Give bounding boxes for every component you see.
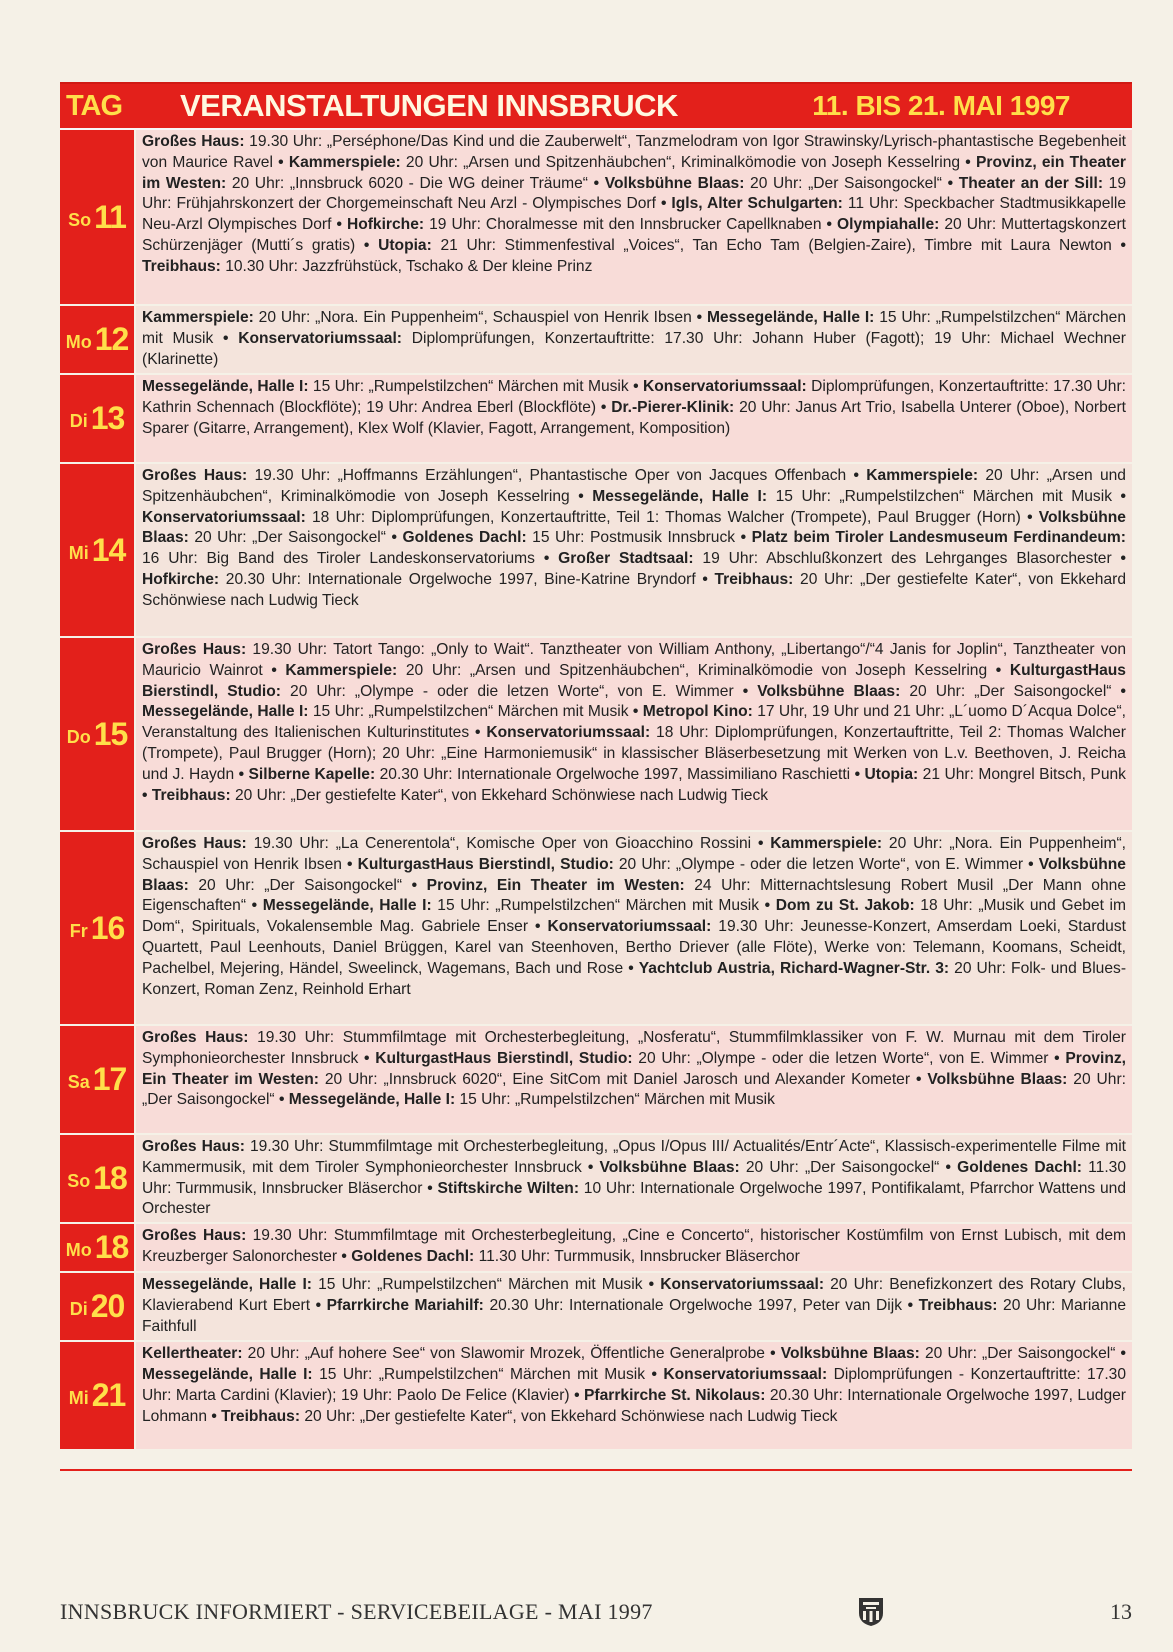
weekday-label: Mi	[68, 1388, 89, 1409]
day-cell	[60, 1273, 136, 1340]
day-number: 11	[94, 198, 126, 235]
day-number: 18	[93, 1160, 127, 1197]
innsbruck-crest-icon	[857, 1595, 885, 1627]
day-number: 20	[90, 1288, 125, 1325]
day-cell	[60, 464, 136, 636]
event-rows	[60, 130, 1132, 1451]
table-row	[60, 1273, 1132, 1342]
day-number: 17	[92, 1061, 127, 1097]
header-date-range: 11. BIS 21. MAI 1997	[812, 90, 1070, 121]
events-text: Großes Haus: 19.30 Uhr: Stummfilmtage mit Orchesterbegleitung, „Opus I/Opus III/ Actualités/Entr´Acte“, Klassisch-experimentelle Filme mit Kammermusik, mit dem Tiroler Symphonieorchester Innsbruck • Volksbühne Blaas: 20 Uhr: „Der Saisongockel“ • Goldenes Dachl: 11.30 Uhr: Turmmusik, Innsbrucker Bläserchor • Stiftskirche Wilten: 10 Uhr: Internationale Orgelwoche 1997, Pontifikalamt, Pfarrchor Wattens und Orchester	[136, 1135, 1132, 1222]
events-text: Messegelände, Halle I: 15 Uhr: „Rumpelstilzchen“ Märchen mit Musik • Konservatoriumssaal: Diplomprüfungen, Konzertauftritte: 17.30 Uhr: Kathrin Schennach (Blockflöte); 19 Uhr: Andrea Eberl (Blockflöte) • Dr.-Pierer-Klinik: 20 Uhr: Janus Art Trio, Isabella Unterer (Oboe), Norbert Sparer (Gitarre, Arrangement), Klex Wolf (Klavier, Fagott, Arrangement, Komposition)	[136, 375, 1132, 462]
day-number: 15	[93, 715, 128, 752]
day-cell	[60, 1342, 136, 1449]
day-number: 13	[90, 400, 125, 436]
events-text: Großes Haus: 19.30 Uhr: „La Cenerentola“, Komische Oper von Gioacchino Rossini • Kammerspiele: 20 Uhr: „Nora. Ein Puppenheim“, Schauspiel von Henrik Ibsen • KulturgastHaus Bierstindl, Studio: 20 Uhr: „Olympe - oder die letzen Worte“, von E. Wimmer • Volksbühne Blaas: 20 Uhr: „Der Saisongockel“ • Provinz, Ein Theater im Westen: 24 Uhr: Mitternachtslesung Robert Musil „Der Mann ohne Eigenschaften“ • Messegelände, Halle I: 15 Uhr: „Rumpelstilzchen“ Märchen mit Musik • Dom zu St. Jakob: 18 Uhr: „Musik und Gebet im Dom“, Spirituals, Vokalensemble Mag. Gabriele Enser • Konservatoriumssaal: 19.30 Uhr: Jeunesse-Konzert, Amserdam Loeki, Stardust Quartett, Paul Leenhouts, Daniel Brüggen, Karel van Steenhoven, Bertho Driever (alle Flöte), Werke von: Telemann, Koomans, Scheidt, Pachelbel, Mejering, Händel, Sweelinck, Wagemans, Bach und Rose • Yachtclub Austria, Richard-Wagner-Str. 3: 20 Uhr: Folk- und Blues-Konzert, Roman Zenz, Reinhold Erhart	[136, 832, 1132, 1024]
day-number: 21	[91, 1377, 126, 1414]
table-row	[60, 638, 1132, 832]
weekday-label: Do	[66, 726, 91, 747]
day-cell	[60, 638, 136, 830]
events-text: Messegelände, Halle I: 15 Uhr: „Rumpelstilzchen“ Märchen mit Musik • Konservatoriumssaal: 20 Uhr: Benefizkonzert des Rotary Clubs, Klavierabend Kurt Ebert • Pfarrkirche Mariahilf: 20.30 Uhr: Internationale Orgelwoche 1997, Peter van Dijk • Treibhaus: 20 Uhr: Marianne Faithfull	[136, 1273, 1132, 1340]
weekday-label: Mi	[68, 542, 89, 563]
day-number: 14	[91, 531, 126, 568]
events-text: Großes Haus: 19.30 Uhr: Stummfilmtage mit Orchesterbegleitung, „Nosferatu“, Stummfilmklassiker von F. W. Murnau mit dem Tiroler Symphonieorchester Innsbruck • KulturgastHaus Bierstindl, Studio: 20 Uhr: „Olympe - oder die letzen Worte“, von E. Wimmer • Provinz, Ein Theater im Westen: 20 Uhr: „Innsbruck 6020“, Eine SitCom mit Daniel Jarosch und Alexander Kometer • Volksbühne Blaas: 20 Uhr: „Der Saisongockel“ • Messegelände, Halle I: 15 Uhr: „Rumpelstilzchen“ Märchen mit Musik	[136, 1026, 1132, 1133]
weekday-label: Di	[69, 411, 88, 431]
page-footer	[60, 1599, 1132, 1629]
weekday-label: Di	[69, 1299, 88, 1320]
table-bottom-line	[60, 1469, 1132, 1471]
weekday-label: Mo	[65, 1240, 92, 1261]
day-cell	[60, 1135, 136, 1222]
weekday-label: So	[68, 209, 92, 230]
table-row	[60, 1135, 1132, 1224]
weekday-label: Mo	[65, 332, 92, 352]
table-row	[60, 1026, 1132, 1135]
weekday-label: Sa	[67, 1072, 90, 1092]
table-header	[60, 82, 1132, 130]
day-cell	[60, 306, 136, 373]
day-cell	[60, 1224, 136, 1271]
table-row	[60, 306, 1132, 375]
table-row	[60, 1342, 1132, 1451]
header-tag: TAG	[66, 89, 123, 122]
weekday-label: So	[67, 1171, 91, 1192]
day-cell	[60, 375, 136, 462]
events-text: Großes Haus: 19.30 Uhr: „Perséphone/Das Kind und die Zauberwelt“, Tanzmelodram von Igor Strawinsky/Lyrisch-phantastische Begebenheit von Maurice Ravel • Kammerspiele: 20 Uhr: „Arsen und Spitzenhäubchen“, Kriminalkömodie von Joseph Kesselring • Provinz, ein Theater im Westen: 20 Uhr: „Innsbruck 6020 - Die WG deiner Träume“ • Volksbühne Blaas: 20 Uhr: „Der Saisongockel“ • Theater an der Sill: 19 Uhr: Frühjahrskonzert der Chorgemeinschaft Neu Arzl - Olympisches Dorf • Igls, Alter Schulgarten: 11 Uhr: Speckbacher Stadtmusikkapelle Neu-Arzl Olympisches Dorf • Hofkirche: 19 Uhr: Choralmesse mit den Innsbrucker Capellknaben • Olympiahalle: 20 Uhr: Muttertagskonzert Schürzenjäger (Mutti´s gratis) • Utopia: 21 Uhr: Stimmenfestival „Voices“, Tan Echo Tam (Belgien-Zaire), Timbre mit Laura Newton • Treibhaus: 10.30 Uhr: Jazzfrühstück, Tschako & Der kleine Prinz	[136, 130, 1132, 304]
header-title: VERANSTALTUNGEN INNSBRUCK	[180, 88, 678, 123]
events-text: Großes Haus: 19.30 Uhr: Stummfilmtage mit Orchesterbegleitung, „Cine e Concerto“, historischer Kostümfilm von Ernst Lubisch, mit dem Kreuzberger Salonorchester • Goldenes Dachl: 11.30 Uhr: Turmmusik, Innsbrucker Bläserchor	[136, 1224, 1132, 1271]
events-text: Kammerspiele: 20 Uhr: „Nora. Ein Puppenheim“, Schauspiel von Henrik Ibsen • Messegelände, Halle I: 15 Uhr: „Rumpelstilzchen“ Märchen mit Musik • Konservatoriumssaal: Diplomprüfungen, Konzertauftritte: 17.30 Uhr: Johann Huber (Fagott); 19 Uhr: Michael Wechner (Klarinette)	[136, 306, 1132, 373]
day-cell	[60, 832, 136, 1024]
events-table	[60, 82, 1132, 1451]
table-row	[60, 1224, 1132, 1273]
day-number: 18	[94, 1229, 129, 1266]
day-cell	[60, 130, 136, 304]
events-text: Kellertheater: 20 Uhr: „Auf hohere See“ von Slawomir Mrozek, Öffentliche Generalprobe • Volksbühne Blaas: 20 Uhr: „Der Saisongockel“ • Messegelände, Halle I: 15 Uhr: „Rumpelstilzchen“ Märchen mit Musik • Konservatoriumssaal: Diplomprüfungen - Konzertauftritte: 17.30 Uhr: Marta Cardini (Klavier); 19 Uhr: Paolo De Felice (Klavier) • Pfarrkirche St. Nikolaus: 20.30 Uhr: Internationale Orgelwoche 1997, Ludger Lohmann • Treibhaus: 20 Uhr: „Der gestiefelte Kater“, von Ekkehard Schönwiese nach Ludwig Tieck	[136, 1342, 1132, 1449]
table-row	[60, 464, 1132, 638]
events-text: Großes Haus: 19.30 Uhr: „Hoffmanns Erzählungen“, Phantastische Oper von Jacques Offenbach • Kammerspiele: 20 Uhr: „Arsen und Spitzenhäubchen“, Kriminalkömodie von Joseph Kesselring • Messegelände, Halle I: 15 Uhr: „Rumpelstilzchen“ Märchen mit Musik • Konservatoriumssaal: 18 Uhr: Diplomprüfungen, Konzertauftritte, Teil 1: Thomas Walcher (Trompete), Paul Brugger (Horn) • Volksbühne Blaas: 20 Uhr: „Der Saisongockel“ • Goldenes Dachl: 15 Uhr: Postmusik Innsbruck • Platz beim Tiroler Landesmuseum Ferdinandeum: 16 Uhr: Big Band des Tiroler Landeskonservatoriums • Großer Stadtsaal: 19 Uhr: Abschlußkonzert des Lehrganges Blasorchester • Hofkirche: 20.30 Uhr: Internationale Orgelwoche 1997, Bine-Katrine Bryndorf • Treibhaus: 20 Uhr: „Der gestiefelte Kater“, von Ekkehard Schönwiese nach Ludwig Tieck	[136, 464, 1132, 636]
events-text: Großes Haus: 19.30 Uhr: Tatort Tango: „Only to Wait“. Tanztheater von William Anthony, „Libertango“/“4 Janis for Joplin“, Tanztheater von Mauricio Wainrot • Kammerspiele: 20 Uhr: „Arsen und Spitzenhäubchen“, Kriminalkömodie von Joseph Kesselring • KulturgastHaus Bierstindl, Studio: 20 Uhr: „Olympe - oder die letzen Worte“, von E. Wimmer • Volksbühne Blaas: 20 Uhr: „Der Saisongockel“ • Messegelände, Halle I: 15 Uhr: „Rumpelstilzchen“ Märchen mit Musik • Metropol Kino: 17 Uhr, 19 Uhr und 21 Uhr: „L´uomo D´Acqua Dolce“, Veranstaltung des Italienischen Kulturinstitutes • Konservatoriumssaal: 18 Uhr: Diplomprüfungen, Konzertauftritte, Teil 2: Thomas Walcher (Trompete), Paul Brugger (Horn); 20 Uhr: „Eine Harmoniemusik“ in klassischer Bläserbesetzung mit Werken von L.v. Beethoven, J. Reicha und J. Haydn • Silberne Kapelle: 20.30 Uhr: Internationale Orgelwoche 1997, Massimiliano Raschietti • Utopia: 21 Uhr: Mongrel Bitsch, Punk • Treibhaus: 20 Uhr: „Der gestiefelte Kater“, von Ekkehard Schönwiese nach Ludwig Tieck	[136, 638, 1132, 830]
day-number: 12	[94, 321, 129, 357]
day-number: 16	[90, 909, 125, 946]
footer-text: INNSBRUCK INFORMIERT - SERVICEBEILAGE - MAI 1997	[60, 1599, 653, 1624]
day-cell	[60, 1026, 136, 1133]
table-row	[60, 832, 1132, 1026]
table-row	[60, 375, 1132, 464]
weekday-label: Fr	[69, 920, 88, 941]
page-number: 13	[1110, 1599, 1132, 1624]
table-row	[60, 130, 1132, 306]
